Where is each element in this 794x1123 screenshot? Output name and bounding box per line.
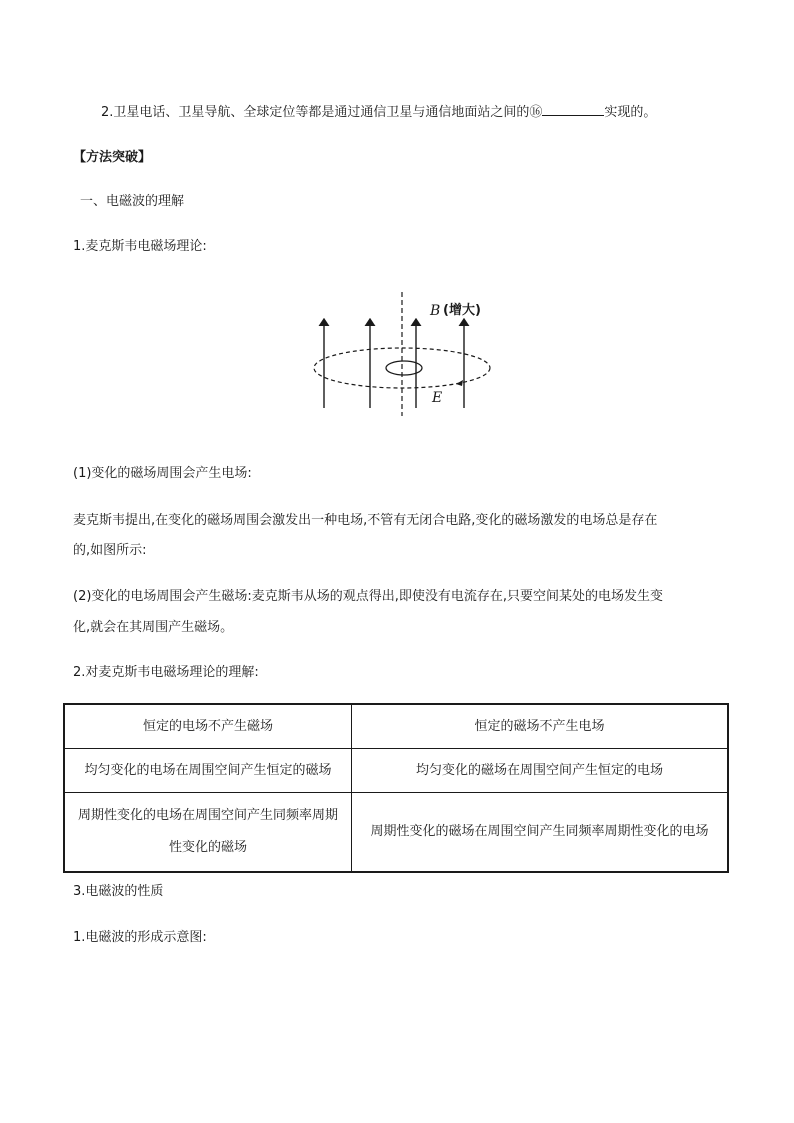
point-1-body-line2: 的,如图所示: [73, 543, 147, 558]
table-cell: 周期性变化的电场在周围空间产生同频率周期性变化的磁场 [64, 793, 352, 872]
table-cell: 周期性变化的磁场在周围空间产生同频率周期性变化的电场 [352, 793, 729, 872]
point-1-body-line1: 麦克斯韦提出,在变化的磁场周围会激发出一种电场,不管有无闭合电路,变化的磁场激发的电场总是存在 [73, 513, 658, 528]
subsection-heading: 一、电磁波的理解 [80, 194, 185, 209]
table-cell: 均匀变化的磁场在周围空间产生恒定的电场 [352, 749, 729, 793]
intro-text: 2.卫星电话、卫星导航、全球定位等都是通过通信卫星与通信地面站之间的⑯ [101, 105, 543, 120]
table-row [64, 793, 728, 872]
fill-in-blank [542, 101, 604, 116]
item-3-title: 3.电磁波的性质 [73, 884, 164, 899]
comparison-table [63, 703, 729, 873]
label-e: E [432, 390, 443, 406]
induced-field-diagram [300, 288, 500, 420]
label-b-note: (增大) [443, 303, 481, 318]
point-1-title: (1)变化的磁场周围会产生电场: [73, 466, 252, 481]
table-cell: 均匀变化的电场在周围空间产生恒定的磁场 [64, 749, 352, 793]
point-2-line2: 化,就会在其周围产生磁场。 [73, 620, 234, 635]
table-row [64, 704, 728, 749]
intro-line [101, 101, 656, 123]
table-cell: 恒定的磁场不产生电场 [352, 704, 729, 749]
intro-suffix: 实现的。 [604, 105, 657, 120]
item-1-title: 1.麦克斯韦电磁场理论: [73, 239, 207, 254]
point-2-line1: (2)变化的电场周围会产生磁场:麦克斯韦从场的观点得出,即使没有电流存在,只要空间某处的电场发生变 [73, 589, 664, 604]
b-field-arrows [324, 322, 464, 408]
section-heading: 【方法突破】 [73, 150, 152, 165]
item-4-title: 1.电磁波的形成示意图: [73, 930, 207, 945]
table-row [64, 749, 728, 793]
item-2-title: 2.对麦克斯韦电磁场理论的理解: [73, 665, 259, 680]
label-b: B [430, 303, 441, 319]
table-cell: 恒定的电场不产生磁场 [64, 704, 352, 749]
